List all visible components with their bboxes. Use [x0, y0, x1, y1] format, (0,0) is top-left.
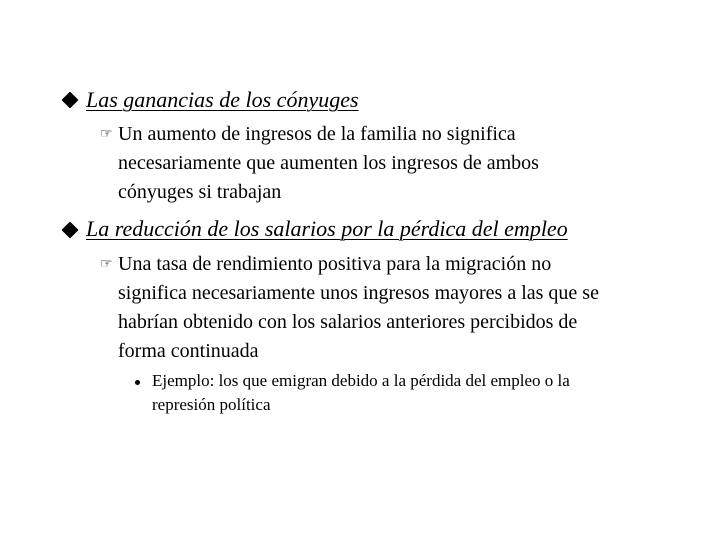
- heading-bullet-2: La reducción de los salarios por la pérdica del empleo: [86, 216, 568, 241]
- heading-bullet-1: Las ganancias de los cónyuges: [86, 87, 359, 112]
- diamond-bullet-icon: [62, 92, 79, 109]
- sub-bullet-1-line-2: necesariamente que aumenten los ingresos de ambos: [118, 152, 539, 174]
- dot-bullet-icon: [135, 380, 140, 385]
- pointing-hand-icon: ☞: [100, 257, 113, 272]
- sub-bullet-1-line-3: cónyuges si trabajan: [118, 181, 282, 203]
- sub-bullet-2-line-2: significa necesariamente unos ingresos mayores a las que se: [118, 282, 599, 304]
- sub-bullet-2-line-4: forma continuada: [118, 340, 259, 362]
- sub-bullet-2-line-1: Una tasa de rendimiento positiva para la migración no: [118, 253, 552, 275]
- pointing-hand-icon: ☞: [100, 127, 113, 142]
- diamond-bullet-icon: [62, 222, 79, 239]
- sub-sub-bullet-1-line-2: represión política: [152, 395, 271, 414]
- sub-bullet-2-line-3: habrían obtenido con los salarios anteriores percibidos de: [118, 311, 578, 333]
- sub-bullet-1-line-1: Un aumento de ingresos de la familia no significa: [118, 123, 516, 145]
- sub-sub-bullet-1: [152, 369, 570, 417]
- sub-sub-bullet-1-line-1: Ejemplo: los que emigran debido a la pérdida del empleo o la: [152, 371, 570, 390]
- sub-bullet-1: [118, 120, 539, 207]
- sub-bullet-2: [118, 250, 599, 366]
